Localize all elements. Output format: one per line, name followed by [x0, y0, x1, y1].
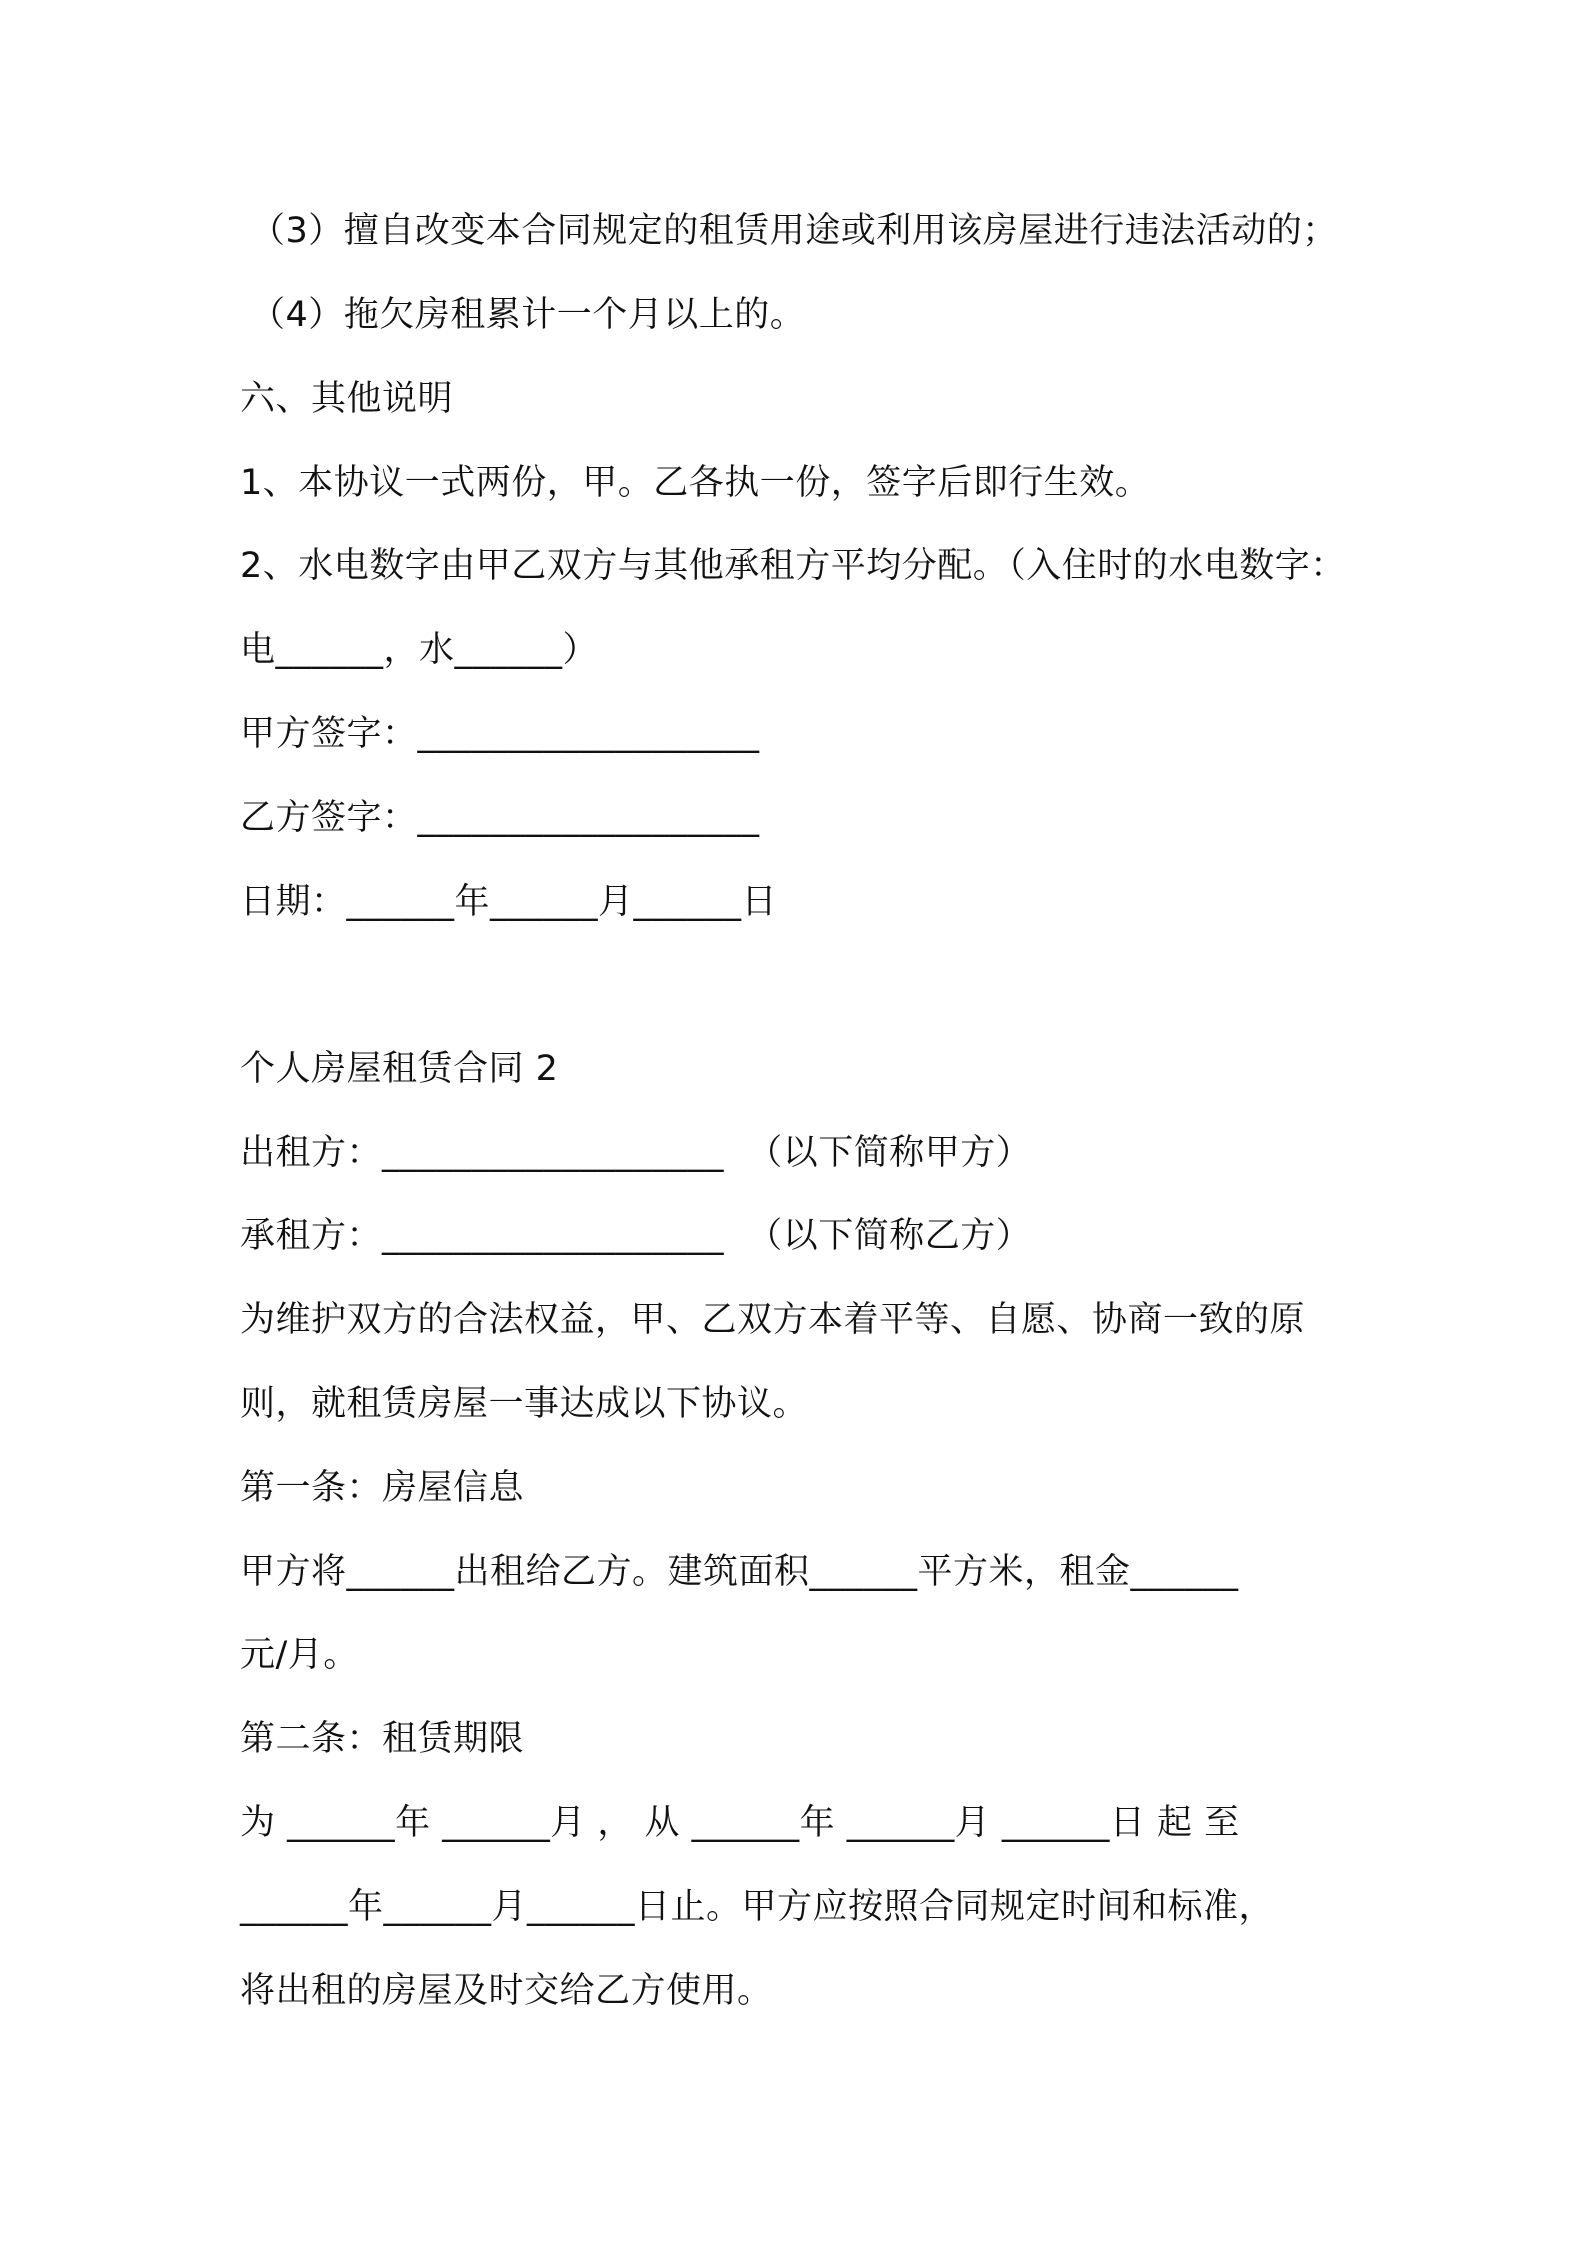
date-line: 日期：______年______月______日: [240, 882, 778, 922]
article-2-heading: 第二条：租赁期限: [240, 1719, 525, 1759]
party-b-signature-line: 乙方签字：___________________: [240, 798, 760, 838]
article-1-text-line-1: 甲方将______出租给乙方。建筑面积______平方米，租金______: [240, 1552, 1239, 1592]
article-2-text-line-1: 为 ______年 ______月 ， 从 ______年 ______月 ______日 起 至: [240, 1803, 1240, 1843]
preamble-line-2: 则，就租赁房屋一事达成以下协议。: [240, 1384, 809, 1424]
preamble-line-1: 为维护双方的合法权益，甲、乙双方本着平等、自愿、协商一致的原: [240, 1300, 1306, 1340]
article-1-text-line-2: 元/月。: [240, 1635, 359, 1675]
clause-3-text: （3）擅自改变本合同规定的租赁用途或利用该房屋进行违法活动的；: [250, 211, 1338, 251]
contract-2-title: 个人房屋租赁合同 2: [240, 1049, 559, 1089]
utility-readings-text: 电______，水______）: [240, 630, 599, 670]
note-1-text: 1、本协议一式两份，甲。乙各执一份，签字后即行生效。: [240, 463, 1151, 503]
lessor-line: 出租方：___________________ （以下简称甲方）: [240, 1133, 1032, 1173]
lessee-line: 承租方：___________________ （以下简称乙方）: [240, 1216, 1032, 1256]
note-2-text: 2、水电数字由甲乙双方与其他承租方平均分配。（入住时的水电数字：: [240, 546, 1346, 586]
article-2-text-line-3: 将出租的房屋及时交给乙方使用。: [240, 1971, 773, 2011]
clause-4-text: （4）拖欠房租累计一个月以上的。: [250, 295, 806, 335]
section-6-heading: 六、其他说明: [240, 379, 454, 419]
article-1-heading: 第一条：房屋信息: [240, 1468, 525, 1508]
article-2-text-line-2: ______年______月______日止。甲方应按照合同规定时间和标准，: [240, 1887, 1275, 1927]
party-a-signature-line: 甲方签字：___________________: [240, 714, 760, 754]
